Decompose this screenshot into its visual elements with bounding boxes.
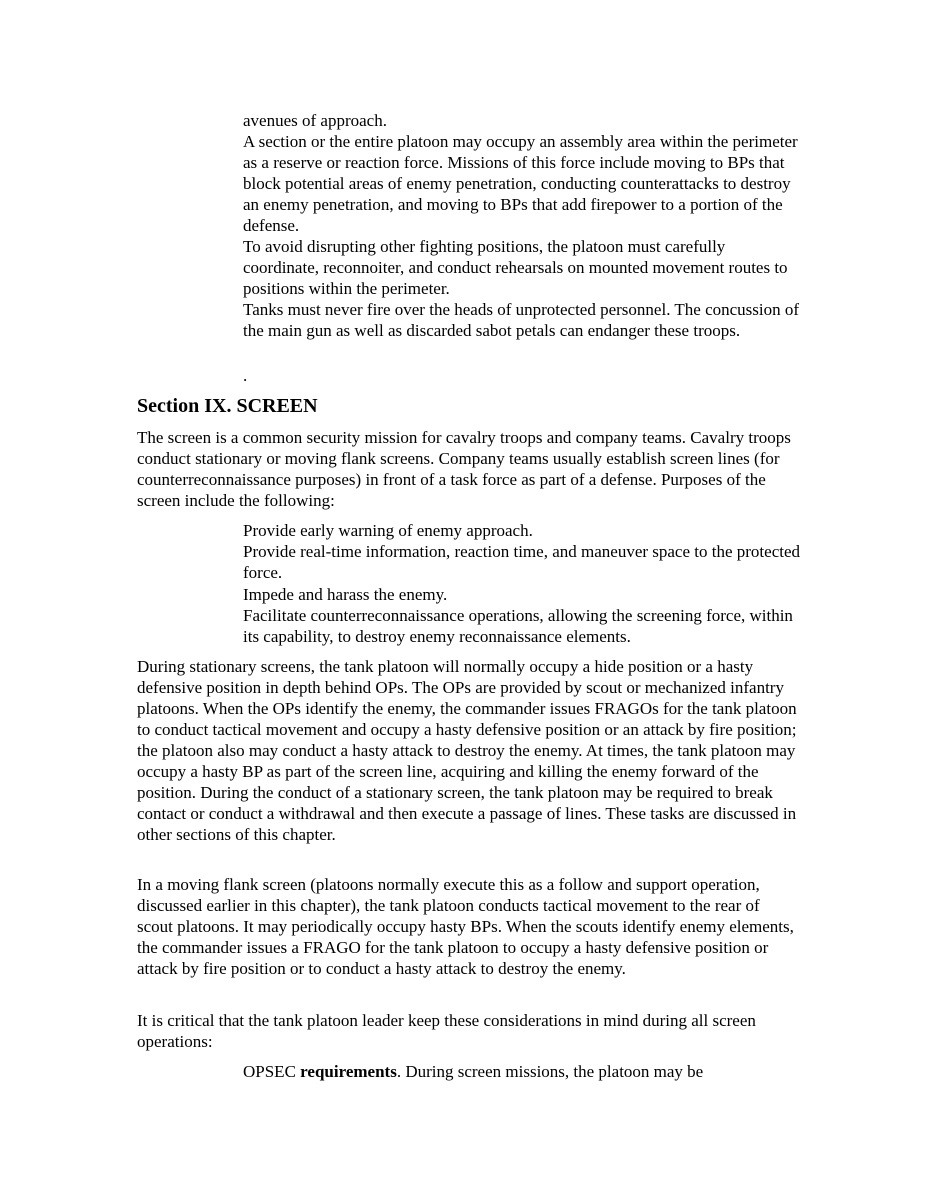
continuation-line: avenues of approach.: [243, 111, 387, 130]
opsec-bold-term: requirements: [300, 1062, 397, 1081]
opsec-item: [243, 1061, 803, 1082]
purpose-item: Impede and harass the enemy.: [243, 585, 448, 604]
purpose-item: Provide early warning of enemy approach.: [243, 521, 533, 540]
purpose-item: Provide real-time information, reaction time, and maneuver space to the protected force.: [243, 542, 801, 582]
intro-paragraph: The screen is a common security mission for cavalry troops and company teams. Cavalry troops conduct stationary or moving flank screens. Company teams usually establish screen lines (for counterreconnaissance purposes) in front of a task force as part of a defense. Purposes of the screen include the following:: [137, 428, 791, 510]
opsec-rest: . During screen missions, the platoon may be: [396, 1062, 704, 1081]
purpose-item: Facilitate counterreconnaissance operations, allowing the screening force, within its capability, to destroy enemy reconnaissance elements.: [243, 606, 793, 646]
fire-safety-paragraph: Tanks must never fire over the heads of unprotected personnel. The concussion of the main gun as well as discarded sabot petals can endanger these troops.: [243, 300, 800, 340]
reserve-force-paragraph: A section or the entire platoon may occupy an assembly area within the perimeter as a reserve or reaction force. Missions of this force include moving to BPs that block potential areas of enemy penetration, conducting counterattacks to destroy an enemy penetration, and moving to BPs that add firepower to a portion of the defense.: [243, 132, 798, 235]
considerations-paragraph: It is critical that the tank platoon leader keep these considerations in mind during all screen operations:: [137, 1011, 756, 1051]
stray-period: .: [243, 366, 248, 385]
coordination-paragraph: To avoid disrupting other fighting positions, the platoon must carefully coordinate, reconnoiter, and conduct rehearsals on mounted movement routes to positions within the perimeter.: [243, 237, 788, 298]
moving-screen-paragraph: In a moving flank screen (platoons normally execute this as a follow and support operation, discussed earlier in this chapter), the tank platoon conducts tactical movement to the rear of scout platoons. It may periodically occupy hasty BPs. When the scouts identify enemy elements, the commander issues a FRAGO for the tank platoon to occupy a hasty defensive position or attack by fire position or to conduct a hasty attack to destroy the enemy.: [137, 875, 794, 978]
section-heading: Section IX. SCREEN: [137, 395, 318, 417]
opsec-lead: OPSEC: [243, 1062, 301, 1081]
stationary-screen-paragraph: During stationary screens, the tank platoon will normally occupy a hide position or a hasty defensive position in depth behind OPs. The OPs are provided by scout or mechanized infantry platoons. When the OPs identify the enemy, the commander issues FRAGOs for the tank platoon to conduct tactical movement and occupy a hasty defensive position or an attack by fire position; the platoon also may conduct a hasty attack to destroy the enemy. At times, the tank platoon may occupy a hasty BP as part of the screen line, acquiring and killing the enemy forward of the position. During the conduct of a stationary screen, the tank platoon may be required to break contact or conduct a withdrawal and then execute a passage of lines. These tasks are discussed in other sections of this chapter.: [137, 657, 797, 844]
